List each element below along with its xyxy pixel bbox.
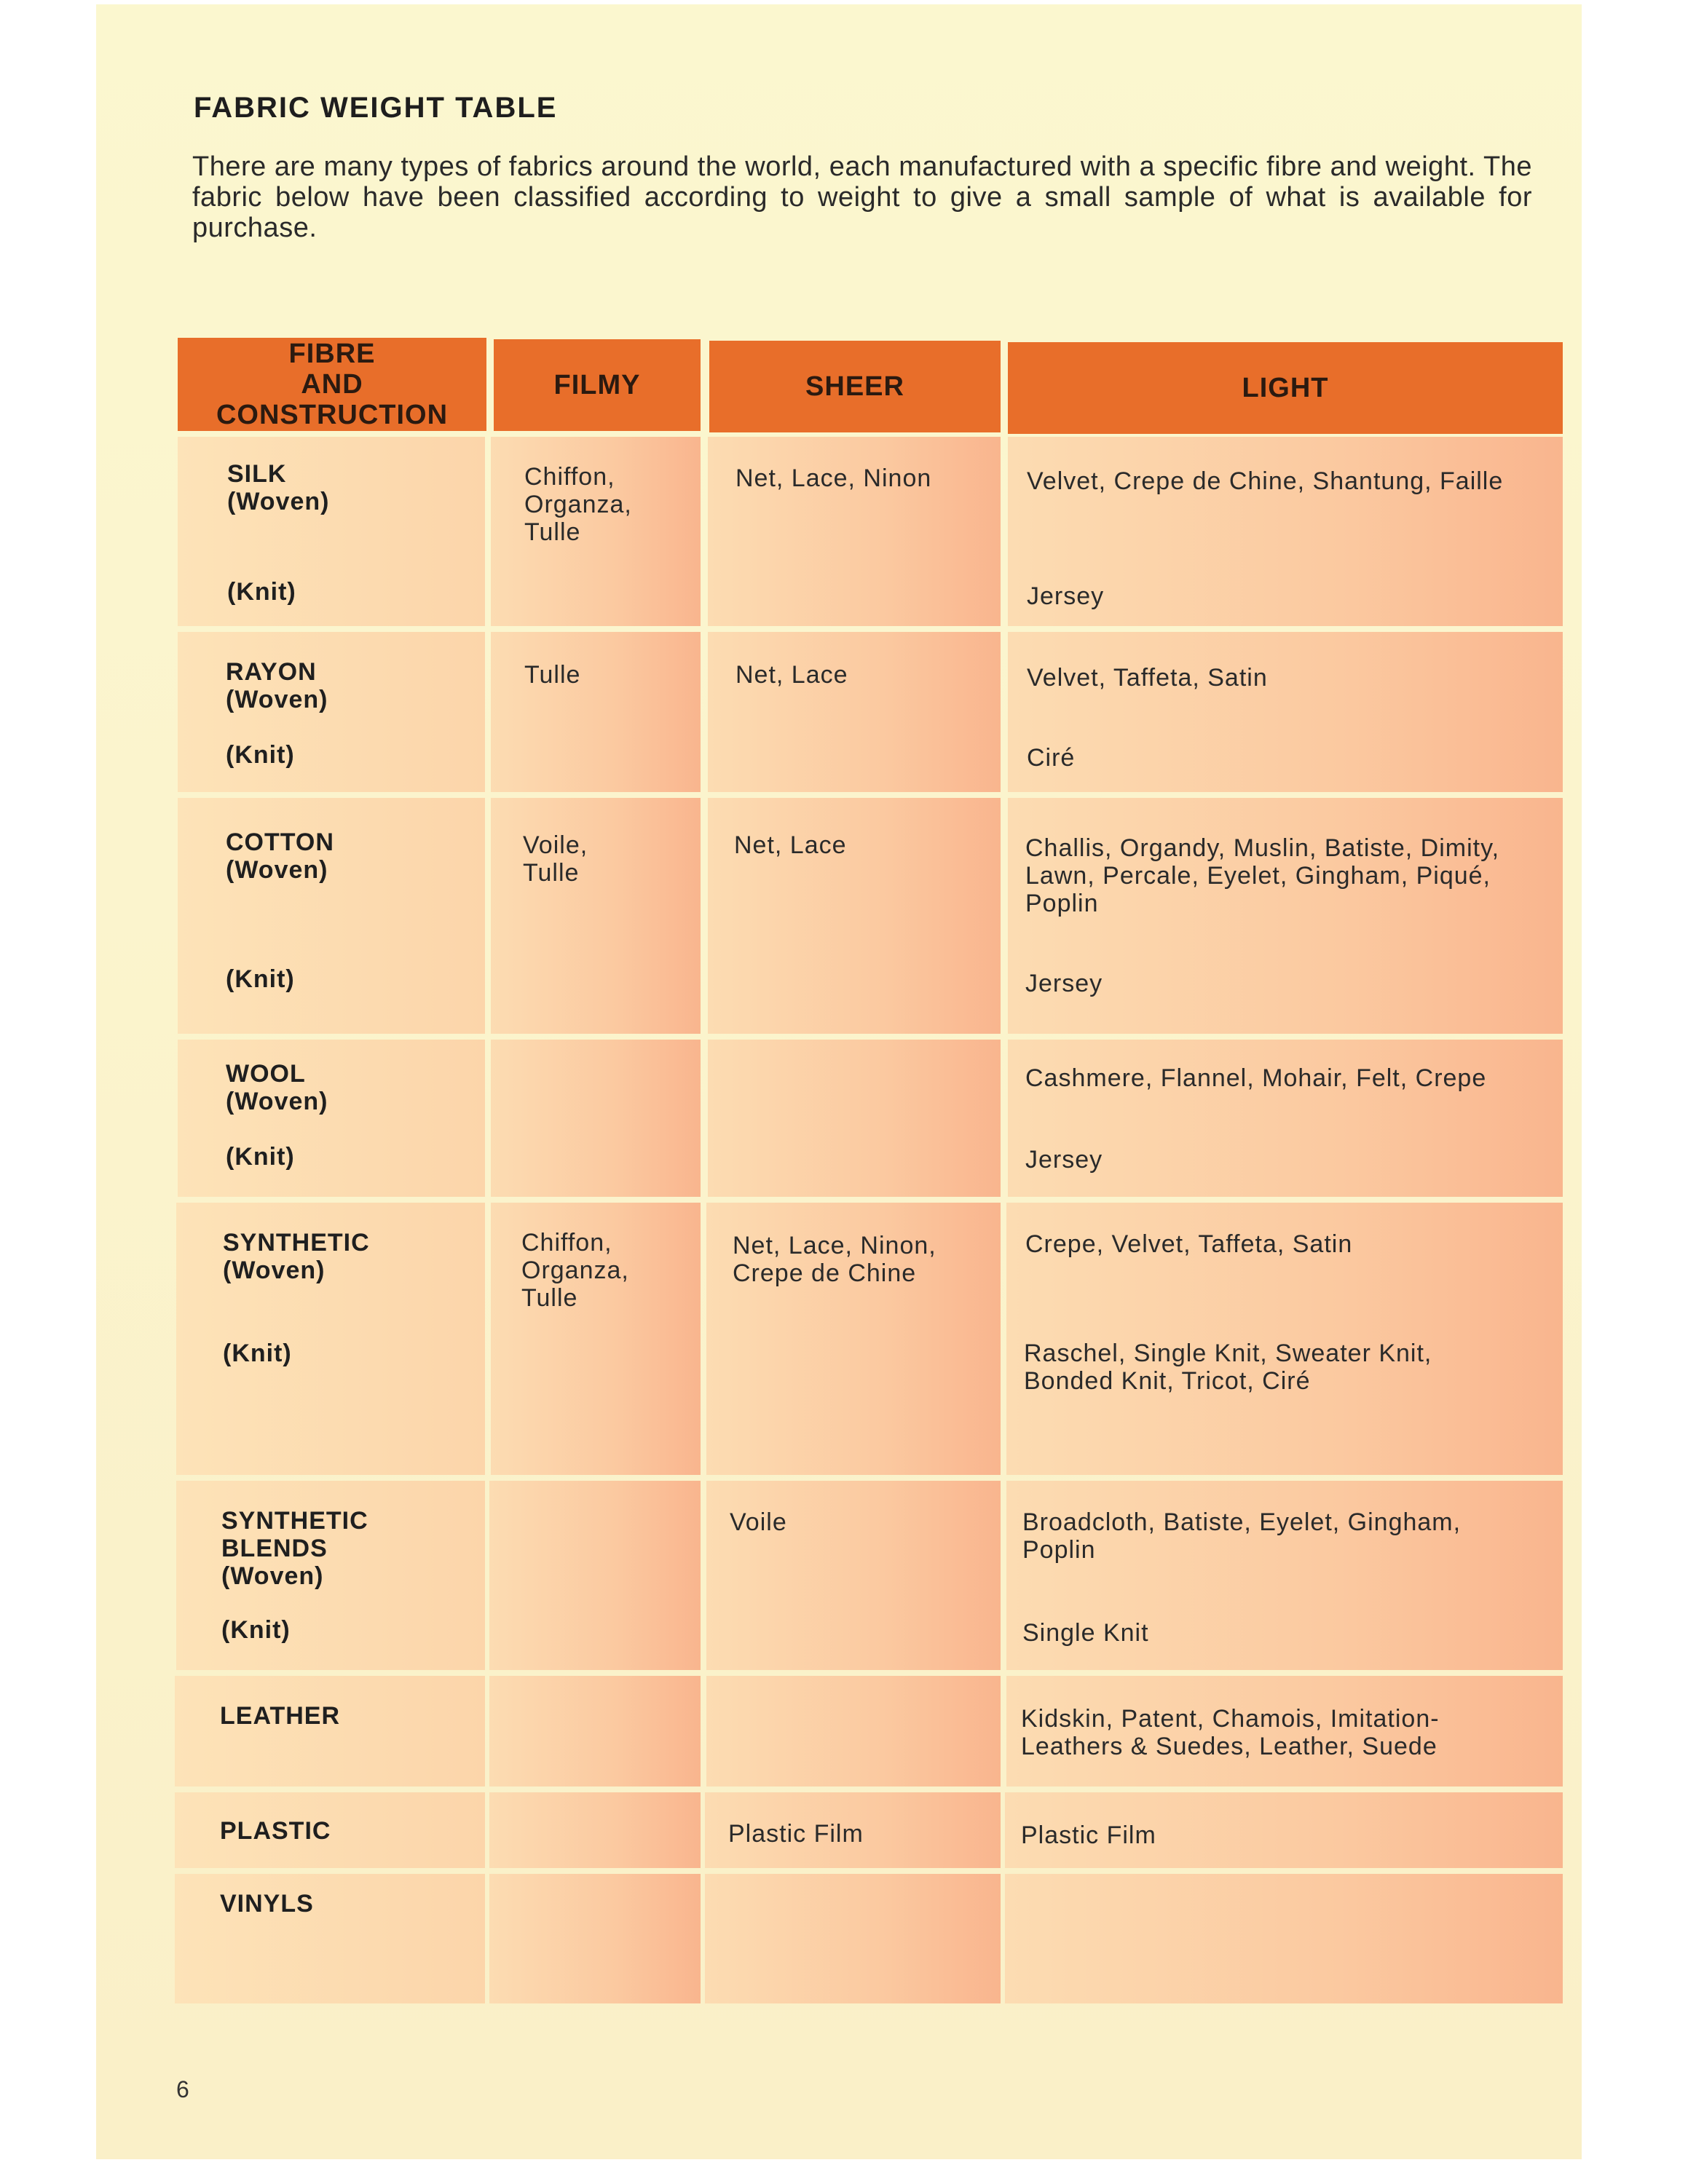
synthetic-woven-label: (Woven) [223,1257,326,1284]
blends-woven-label: (Woven) [221,1562,324,1590]
synthetic-sheer-line-2: Crepe de Chine [733,1259,917,1287]
silk-woven-label: (Woven) [227,488,330,515]
cotton-light-woven-line-3: Poplin [1025,890,1099,917]
table-row-wool-sheer [708,1040,1001,1197]
cotton-filmy-line-1: Voile, [523,831,588,859]
synthetic-sheer-line-1: Net, Lace, Ninon, [733,1232,936,1259]
silk-light-woven: Velvet, Crepe de Chine, Shantung, Faille [1027,467,1504,495]
table-row-silk-fibre [178,437,485,626]
wool-fibre-label: WOOL [226,1060,306,1088]
synthetic-light-knit-line-1: Raschel, Single Knit, Sweater Knit, [1024,1340,1432,1367]
leather-light-line-1: Kidskin, Patent, Chamois, Imitation- [1021,1705,1440,1733]
cotton-light-knit: Jersey [1025,970,1103,997]
header-filmy: FILMY [494,339,701,431]
table-row-vinyls-light [1005,1874,1563,2003]
synthetic-filmy-line-1: Chiffon, [521,1229,612,1257]
synthetic-light-knit-line-2: Bonded Knit, Tricot, Ciré [1024,1367,1311,1395]
synthetic-light-woven: Crepe, Velvet, Taffeta, Satin [1025,1230,1353,1258]
header-fibre-line-2: AND [301,369,363,400]
blends-light-woven-line-1: Broadcloth, Batiste, Eyelet, Gingham, [1022,1508,1462,1536]
synthetic-filmy-line-2: Organza, [521,1257,629,1284]
rayon-light-woven: Velvet, Taffeta, Satin [1027,664,1268,692]
table-row-rayon-fibre [178,632,485,792]
silk-filmy-line-3: Tulle [524,518,581,546]
blends-light-woven-line-2: Poplin [1022,1536,1096,1564]
silk-filmy-line-2: Organza, [524,491,632,518]
synthetic-knit-label: (Knit) [223,1340,292,1367]
rayon-sheer: Net, Lace [735,661,848,689]
silk-filmy-line-1: Chiffon, [524,463,615,491]
wool-knit-label: (Knit) [226,1143,295,1171]
silk-light-knit: Jersey [1027,582,1105,610]
rayon-woven-label: (Woven) [226,686,328,713]
cotton-knit-label: (Knit) [226,965,295,993]
synthetic-fibre-label: SYNTHETIC [223,1229,370,1257]
table-row-rayon-sheer [708,632,1001,792]
wool-woven-label: (Woven) [226,1088,328,1115]
wool-light-knit: Jersey [1025,1146,1103,1174]
blends-light-knit: Single Knit [1022,1619,1149,1647]
header-fibre [178,338,486,431]
page-title: FABRIC WEIGHT TABLE [194,92,558,124]
table-row-leather-filmy [489,1676,701,1787]
silk-sheer: Net, Lace, Ninon [735,464,932,492]
silk-fibre-label: SILK [227,460,287,488]
cotton-filmy-line-2: Tulle [523,859,580,887]
table-row-rayon-light [1008,632,1563,792]
silk-knit-label: (Knit) [227,578,296,606]
cotton-sheer: Net, Lace [734,831,847,859]
table-row-wool-fibre [178,1040,485,1197]
cotton-fibre-label: COTTON [226,828,334,856]
page-number: 6 [176,2076,189,2102]
blends-fibre-label-line-2: BLENDS [221,1535,328,1562]
table-row-vinyls-filmy [489,1874,701,2003]
leather-light-line-2: Leathers & Suedes, Leather, Suede [1021,1733,1437,1760]
blends-sheer: Voile [730,1508,787,1536]
table-row-plastic-filmy [489,1792,701,1868]
table-row-rayon-filmy [491,632,701,792]
table-row-vinyls-sheer [705,1874,1001,2003]
table-row-leather-fibre [175,1676,485,1787]
table-row-blends-filmy [489,1481,701,1670]
leather-fibre-label: LEATHER [220,1702,341,1730]
header-light: LIGHT [1008,342,1563,434]
header-sheer: SHEER [709,341,1001,432]
plastic-fibre-label: PLASTIC [220,1817,331,1845]
synthetic-filmy-line-3: Tulle [521,1284,578,1312]
header-fibre-line-1: FIBRE [288,339,376,369]
plastic-light: Plastic Film [1021,1821,1156,1849]
cotton-light-woven-line-2: Lawn, Percale, Eyelet, Gingham, Piqué, [1025,862,1491,890]
rayon-light-knit: Ciré [1027,744,1076,772]
blends-knit-label: (Knit) [221,1616,291,1644]
cotton-light-woven-line-1: Challis, Organdy, Muslin, Batiste, Dimity, [1025,834,1500,862]
cotton-woven-label: (Woven) [226,856,328,884]
rayon-knit-label: (Knit) [226,741,295,769]
plastic-sheer: Plastic Film [728,1820,864,1848]
vinyls-fibre-label: VINYLS [220,1890,314,1918]
wool-light-woven: Cashmere, Flannel, Mohair, Felt, Crepe [1025,1064,1487,1092]
table-row-wool-filmy [491,1040,701,1197]
rayon-filmy: Tulle [524,661,581,689]
table-row-leather-sheer [706,1676,1001,1787]
blends-fibre-label-line-1: SYNTHETIC [221,1507,368,1535]
intro-paragraph: There are many types of fabrics around the world, each manufactured with a specific fibre and weight. The fabric below have been classified according to weight to give a small sample of what is available for purchase. [192,151,1532,243]
rayon-fibre-label: RAYON [226,658,317,686]
header-fibre-line-3: CONSTRUCTION [216,400,449,430]
